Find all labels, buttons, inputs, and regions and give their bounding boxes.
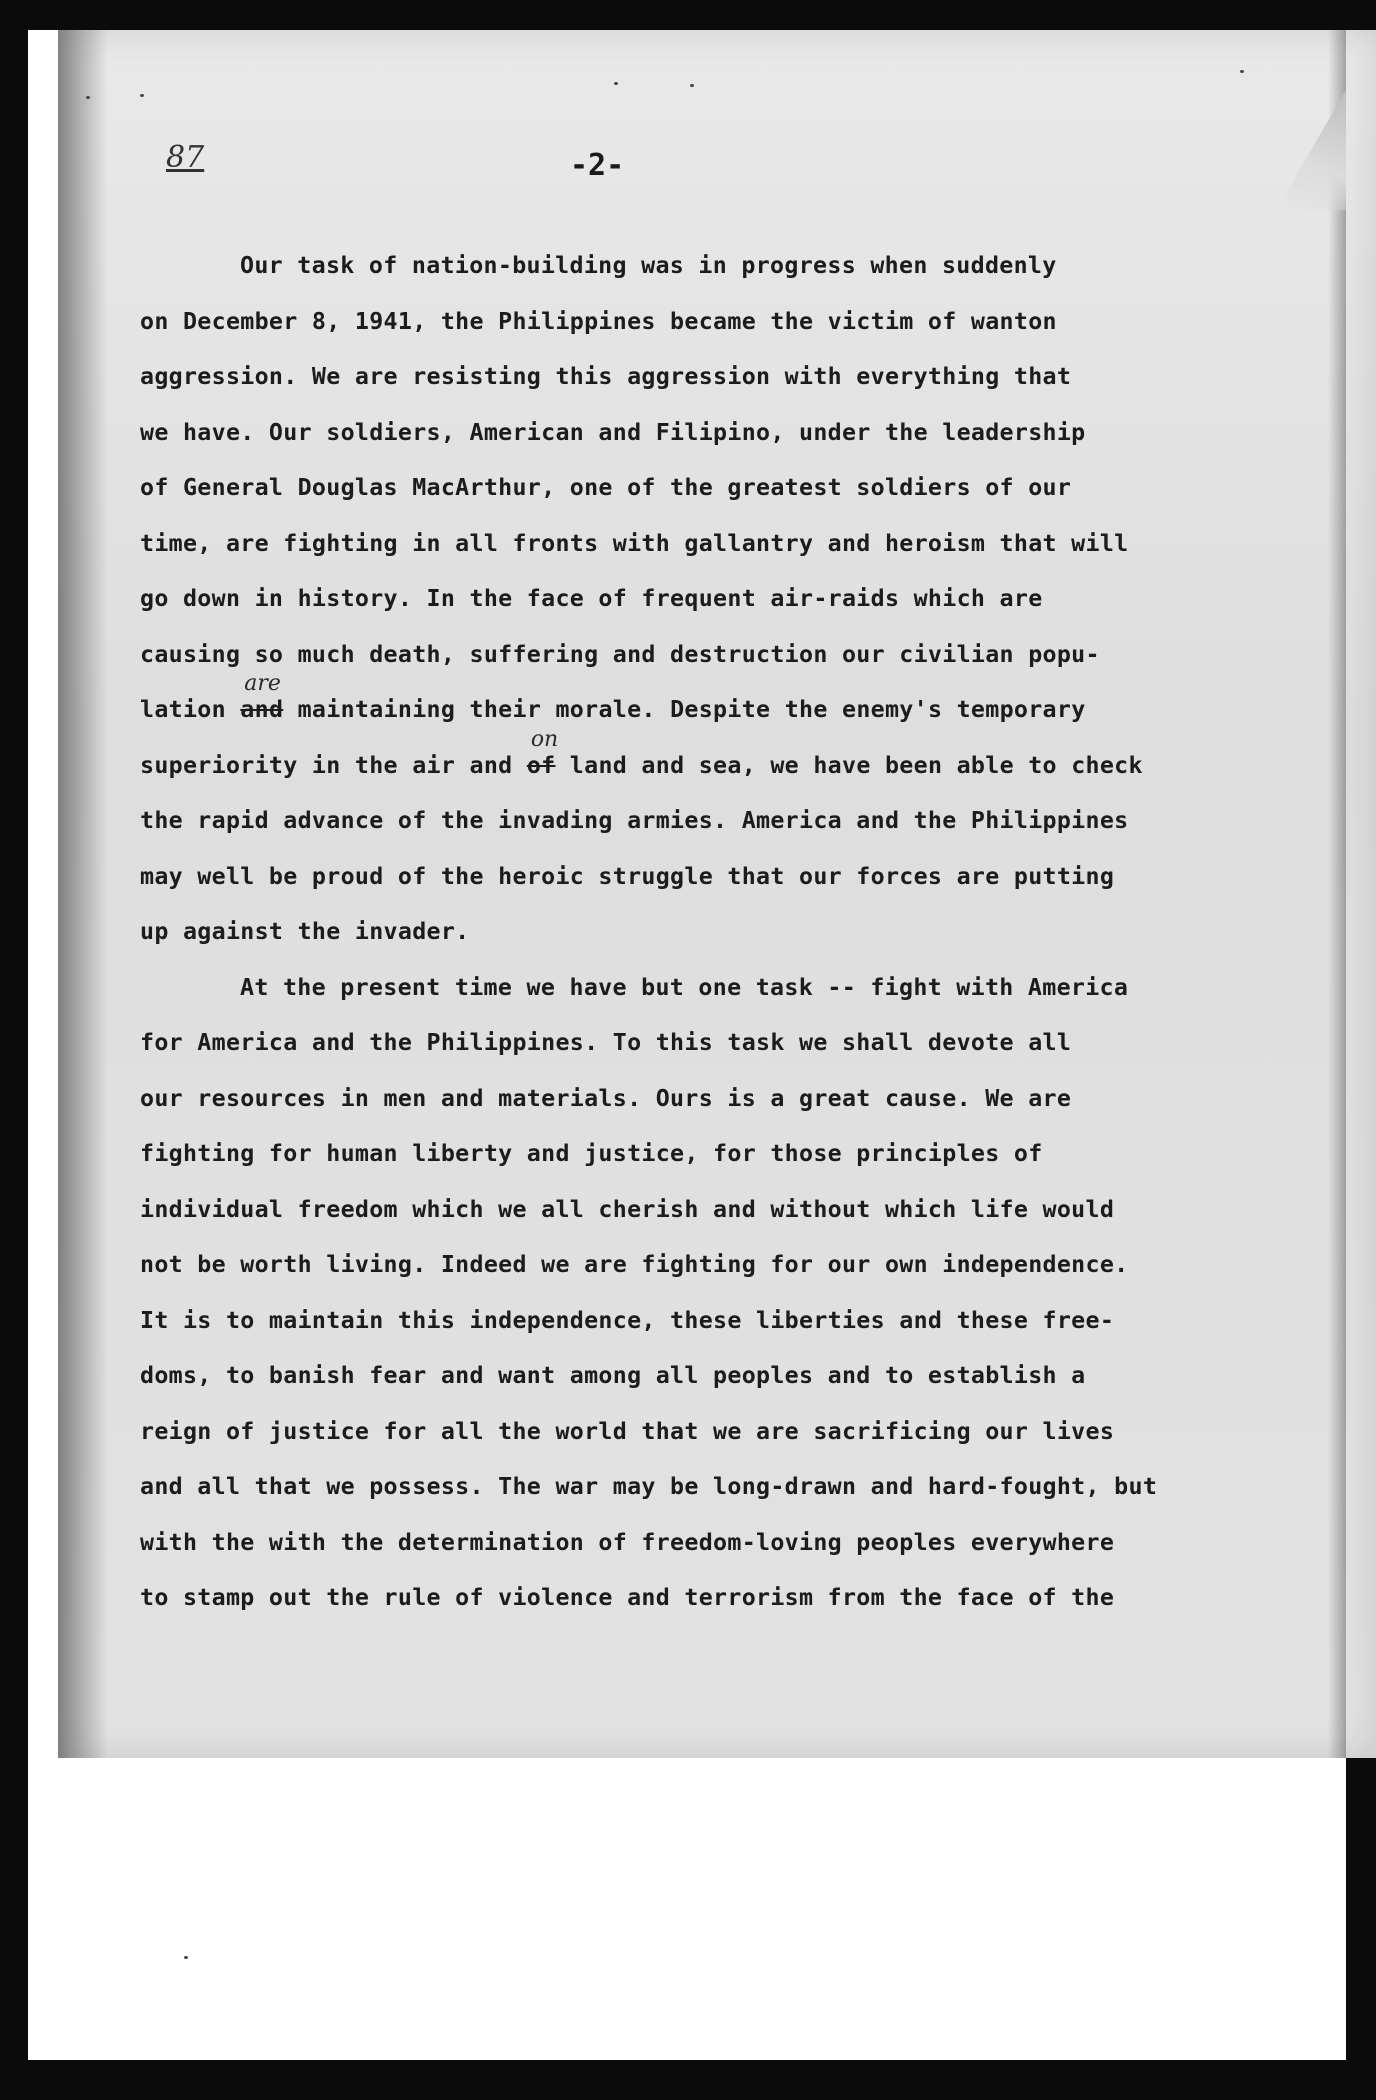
- text-line: fighting for human liberty and justice, for those principles of: [140, 1140, 1043, 1167]
- text-line: not be worth living. Indeed we are fighting for our own independence.: [140, 1251, 1129, 1278]
- right-edge-shadow: [1328, 30, 1346, 1758]
- correction: [526, 726, 559, 794]
- line-prefix: lation: [140, 696, 226, 723]
- line-rest: maintaining their morale. Despite the enemy's temporary: [297, 696, 1086, 723]
- handwritten-insertion: on: [530, 726, 559, 752]
- text-line: the rapid advance of the invading armies. America and the Philippines: [140, 807, 1129, 834]
- line-rest: land and sea, we have been able to check: [569, 751, 1143, 779]
- text-line: to stamp out the rule of violence and terrorism from the face of the: [140, 1584, 1115, 1611]
- text-line: with the with the determination of freedom-loving peoples everywhere: [140, 1528, 1115, 1556]
- scan-speck: [614, 82, 618, 85]
- text-line: reign of justice for all the world that we are sacrificing our lives: [140, 1417, 1115, 1445]
- scan-speck: [86, 96, 90, 99]
- line-prefix: superiority in the air and: [140, 751, 513, 779]
- text-line: aggression. We are resisting this aggression with everything that: [140, 363, 1072, 390]
- text-line: time, are fighting in all fronts with gallantry and heroism that will: [140, 529, 1129, 557]
- handwritten-insertion: are: [244, 671, 281, 696]
- correction: [240, 671, 284, 738]
- text-line: doms, to banish fear and want among all peoples and to establish a: [140, 1362, 1086, 1389]
- scan-speck: [690, 84, 694, 87]
- text-line-with-correction: [140, 671, 1320, 738]
- struck-word: and: [240, 696, 284, 723]
- scan-speck: [1240, 70, 1244, 73]
- folio-number: 87: [166, 140, 205, 175]
- struck-word: of: [526, 751, 556, 779]
- text-line: At the present time we have but one task -- fight with America: [240, 973, 1129, 1001]
- text-line: causing so much death, suffering and destruction our civilian popu-: [140, 640, 1100, 668]
- text-line: Our task of nation-building was in progress when suddenly: [240, 252, 1057, 279]
- text-line: for America and the Philippines. To this task we shall devote all: [140, 1029, 1072, 1056]
- typed-body: [140, 238, 1320, 1626]
- text-line: individual freedom which we all cherish and without which life would: [140, 1195, 1115, 1223]
- text-line: up against the invader.: [140, 918, 470, 945]
- text-line: of General Douglas MacArthur, one of the greatest soldiers of our: [140, 474, 1072, 501]
- text-line: our resources in men and materials. Ours is a great cause. We are: [140, 1084, 1072, 1112]
- text-line: It is to maintain this independence, these liberties and these free-: [140, 1306, 1115, 1334]
- text-line-with-correction: [140, 726, 1320, 794]
- page-number: -2-: [570, 148, 625, 183]
- text-line: we have. Our soldiers, American and Filipino, under the leadership: [140, 418, 1086, 446]
- left-edge-shadow: [58, 30, 108, 1758]
- scan-speck: [184, 1956, 188, 1959]
- text-line: and all that we possess. The war may be long-drawn and hard-fought, but: [140, 1473, 1158, 1500]
- scan-speck: [140, 94, 144, 97]
- text-line: may well be proud of the heroic struggle that our forces are putting: [140, 862, 1115, 890]
- text-line: go down in history. In the face of frequent air-raids which are: [140, 585, 1043, 612]
- text-line: on December 8, 1941, the Philippines became the victim of wanton: [140, 307, 1057, 335]
